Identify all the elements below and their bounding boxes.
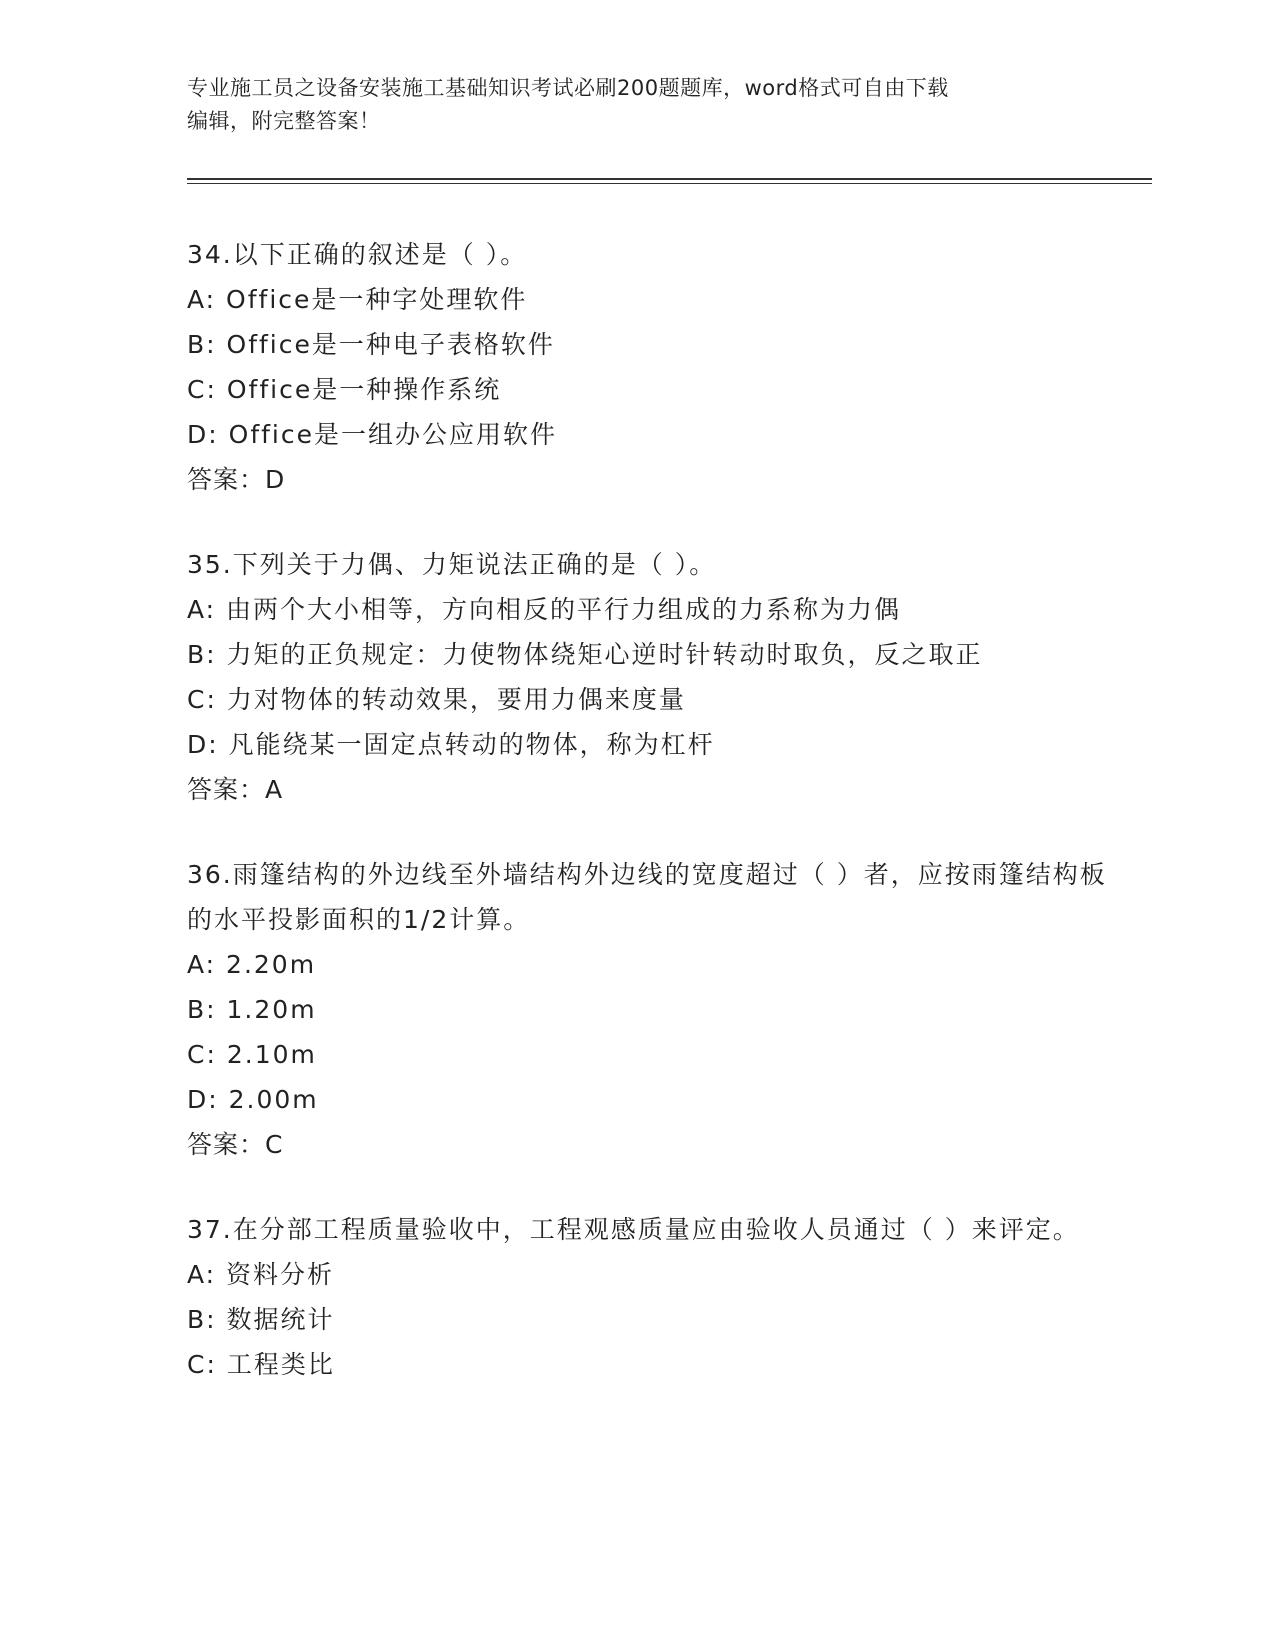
question-number: 36.: [187, 860, 233, 889]
option-text: 力矩的正负规定：力使物体绕矩心逆时针转动时取负，反之取正: [226, 640, 983, 669]
question-number: 37.: [187, 1215, 233, 1244]
option-letter: C:: [187, 375, 217, 404]
question-37: [187, 1207, 1107, 1387]
document-header: [187, 72, 1087, 138]
answer: [187, 1122, 1107, 1167]
option-letter: B:: [187, 1305, 217, 1334]
option-c: [187, 367, 1107, 412]
question-list: [187, 232, 1107, 1427]
option-text: 2.20m: [226, 950, 317, 979]
option-text: Office是一组办公应用软件: [228, 420, 557, 449]
answer-value: C: [265, 1130, 284, 1159]
header-rule-thin: [187, 183, 1152, 184]
option-letter: A:: [187, 1260, 217, 1289]
option-text: Office是一种电子表格软件: [226, 330, 555, 359]
option-text: Office是一种字处理软件: [226, 285, 528, 314]
option-letter: B:: [187, 640, 217, 669]
option-text: 2.00m: [228, 1085, 319, 1114]
option-a: [187, 277, 1107, 322]
option-letter: D:: [187, 420, 219, 449]
option-text: 由两个大小相等，方向相反的平行力组成的力系称为力偶: [226, 595, 902, 624]
option-text: 工程类比: [226, 1350, 335, 1379]
option-text: Office是一种操作系统: [226, 375, 502, 404]
option-text: 2.10m: [226, 1040, 317, 1069]
option-text: 数据统计: [226, 1305, 335, 1334]
header-line-1: 专业施工员之设备安装施工基础知识考试必刷200题题库，word格式可自由下载: [187, 76, 949, 100]
option-letter: A:: [187, 950, 217, 979]
question-text: 在分部工程质量验收中，工程观感质量应由验收人员通过（ ）来评定。: [232, 1215, 1080, 1244]
option-text: 1.20m: [226, 995, 317, 1024]
question-text: 下列关于力偶、力矩说法正确的是（ ）。: [232, 550, 717, 579]
option-letter: C:: [187, 685, 217, 714]
option-letter: C:: [187, 1040, 217, 1069]
question-35: [187, 542, 1107, 812]
option-letter: B:: [187, 330, 217, 359]
question-34: [187, 232, 1107, 502]
option-c: [187, 1032, 1107, 1077]
option-d: [187, 412, 1107, 457]
option-a: [187, 942, 1107, 987]
option-b: [187, 987, 1107, 1032]
option-b: [187, 632, 1107, 677]
answer-value: D: [265, 465, 286, 494]
question-number: 35.: [187, 550, 233, 579]
option-letter: A:: [187, 595, 217, 624]
option-text: 力对物体的转动效果，要用力偶来度量: [226, 685, 686, 714]
option-letter: A:: [187, 285, 217, 314]
answer-label: 答案：: [187, 775, 266, 804]
header-rule-thick: [187, 178, 1152, 180]
option-text: 资料分析: [226, 1260, 335, 1289]
question-number: 34.: [187, 240, 233, 269]
option-d: [187, 722, 1107, 767]
header-line-2: 编辑，附完整答案！: [187, 109, 381, 133]
option-b: [187, 322, 1107, 367]
option-letter: D:: [187, 1085, 219, 1114]
option-letter: C:: [187, 1350, 217, 1379]
question-text: 以下正确的叙述是（ ）。: [232, 240, 528, 269]
option-letter: B:: [187, 995, 217, 1024]
option-b: [187, 1297, 1107, 1342]
question-36: [187, 852, 1107, 1167]
answer: [187, 457, 1107, 502]
option-c: [187, 1342, 1107, 1387]
answer: [187, 767, 1107, 812]
answer-value: A: [265, 775, 284, 804]
answer-label: 答案：: [187, 465, 266, 494]
answer-label: 答案：: [187, 1130, 266, 1159]
option-a: [187, 1252, 1107, 1297]
option-c: [187, 677, 1107, 722]
option-letter: D:: [187, 730, 219, 759]
option-a: [187, 587, 1107, 632]
option-d: [187, 1077, 1107, 1122]
question-text: 雨篷结构的外边线至外墙结构外边线的宽度超过（ ）者，应按雨篷结构板的水平投影面积的1/2计算。: [187, 860, 1107, 934]
option-text: 凡能绕某一固定点转动的物体，称为杠杆: [228, 730, 715, 759]
